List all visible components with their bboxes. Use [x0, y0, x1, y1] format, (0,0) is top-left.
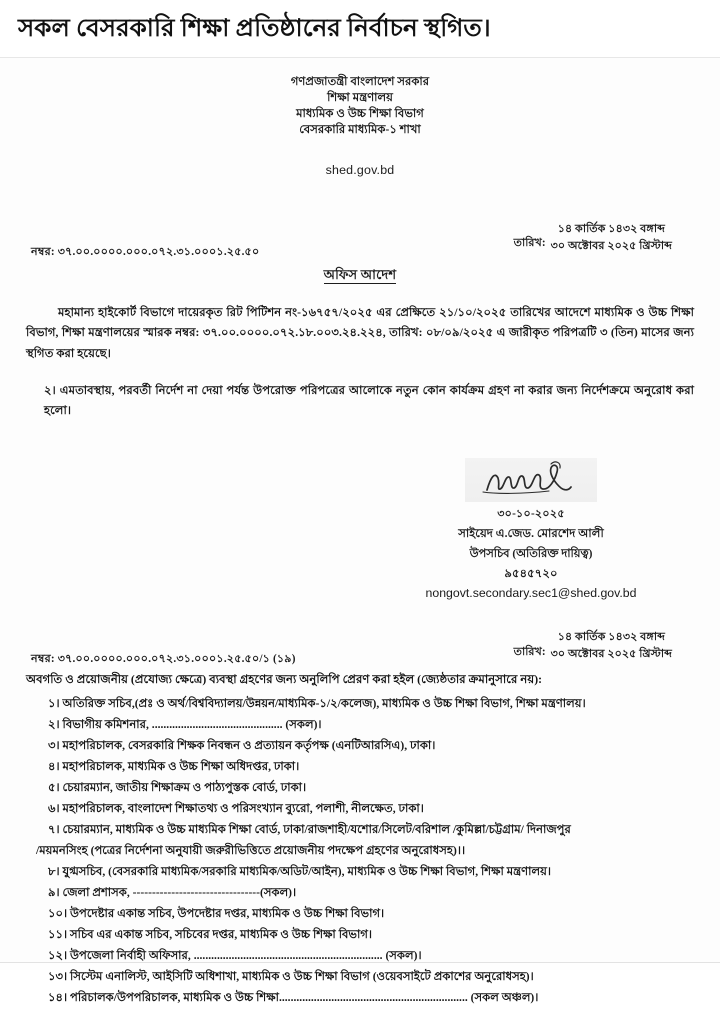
website-url[interactable]: shed.gov.bd	[325, 162, 395, 177]
distribution-list	[26, 694, 694, 1009]
date-gregorian-secondary: ৩০ অক্টোবর ২০২৫ খ্রিস্টাব্দ	[550, 648, 672, 661]
memo-date-block	[514, 221, 672, 256]
date-gregorian: ৩০ অক্টোবর ২০২৫ খ্রিস্টাব্দ	[550, 239, 672, 252]
letterhead-division: মাধ্যমিক ও উচ্চ শিক্ষা বিভাগ	[296, 108, 424, 121]
signature-block	[26, 458, 694, 601]
list-item: ১। অতিরিক্ত সচিব,(প্রঃ ও অর্থ/বিশ্ববিদ্যালয়/উন্নয়ন/মাধ্যমিক-১/২/কলেজ), মাধ্যমিক ও উচ্চ শিক্ষা বিভাগ, শিক্ষা মন্ত্রণালয়।	[48, 697, 586, 710]
date-label-secondary: তারিখ:	[513, 645, 546, 658]
signature-date: ৩০-১০-২০২৫	[497, 507, 565, 520]
letterhead-branch: বেসরকারি মাধ্যমিক-১ শাখা	[299, 124, 421, 137]
page-title: সকল বেসরকারি শিক্ষা প্রতিষ্ঠানের নির্বাচন স্থগিত।	[18, 15, 491, 42]
letterhead-government: গণপ্রজাতন্ত্রী বাংলাদেশ সরকার	[290, 75, 430, 88]
memo-number-secondary: নম্বর: ৩৭.০০.০০০০.০০০.০৭২.৩১.০০০১.২৫.৫০/১ (১৯)	[31, 652, 296, 665]
letterhead	[26, 58, 694, 139]
list-item: ১৩। সিস্টেম এনালিস্ট, আইসিটি অধিশাখা, মাধ্যমিক ও উচ্চ শিক্ষা বিভাগ (ওয়েবসাইটে প্রকাশের অনুরোধসহ)।	[48, 971, 534, 984]
list-item: ৬। মহাপরিচালক, বাংলাদেশ শিক্ষাতথ্য ও পরিসংখ্যান ব্যুরো, পলাশী, নীলক্ষেত, ঢাকা।	[48, 802, 424, 815]
list-item: ৭। চেয়ারম্যান, মাধ্যমিক ও উচ্চ মাধ্যমিক শিক্ষা বোর্ড, ঢাকা/রাজশাহী/যশোর/সিলেট/বরিশাল /কুমিল্লা/চট্টগ্রাম/ দিনাজপুর	[48, 823, 571, 836]
signatory-email[interactable]: nongovt.secondary.sec1@shed.gov.bd	[425, 585, 637, 600]
signatory-name: সাইয়েদ এ.জেড. মোরশেদ আলী	[458, 526, 604, 540]
list-item: ১১। সচিব এর একান্ত সচিব, সচিবের দপ্তর, মাধ্যমিক ও উচ্চ শিক্ষা বিভাগ।	[48, 929, 373, 942]
list-item: ৫। চেয়ারম্যান, জাতীয় শিক্ষাক্রম ও পাঠ্যপুস্তক বোর্ড, ঢাকা।	[48, 781, 307, 794]
body-content	[26, 303, 694, 422]
date-bangla-secondary: ১৪ কার্তিক ১৪৩২ বঙ্গাব্দ	[557, 630, 665, 643]
signatory-phone: ৯৫৪৫৭২০	[504, 567, 558, 580]
order-title-text: অফিস আদেশ	[323, 266, 397, 282]
signature-image	[465, 458, 597, 502]
list-item-7-continuation-text: /ময়মনসিংহ (পত্রের নির্দেশনা অনুযায়ী জরুরীভিত্তিতে প্রয়োজনীয় পদক্ষেপ গ্রহণের অনুরোধসহ)।।	[36, 844, 466, 857]
list-item: ২। বিভাগীয় কমিশনার, ............................................. (সকল)।	[48, 718, 322, 731]
letterhead-ministry: শিক্ষা মন্ত্রণালয়	[327, 92, 393, 105]
date-label: তারিখ:	[513, 237, 546, 250]
memo-header-secondary	[26, 629, 694, 669]
headline-banner	[0, 0, 720, 58]
list-item: ৮। যুগ্মসচিব, (বেসরকারি মাধ্যমিক/সরকারি মাধ্যমিক/অডিট/আইন), মাধ্যমিক ও উচ্চ শিক্ষা বিভাগ, শিক্ষা মন্ত্রণালয়।	[48, 866, 552, 878]
list-item: ১২। উপজেলা নির্বাহী অফিসার, ................................................................. (সকল)।	[48, 950, 422, 963]
list-item: ৪। মহাপরিচালক, মাধ্যমিক ও উচ্চ শিক্ষা অধিদপ্তর, ঢাকা।	[48, 760, 300, 773]
memo-date-block-secondary	[514, 629, 672, 664]
date-bangla: ১৪ কার্তিক ১৪৩২ বঙ্গাব্দ	[557, 222, 665, 235]
list-item-7-continuation	[36, 841, 694, 862]
list-item: ৯। জেলা প্রশাসক, ---------------------------------(সকল)।	[48, 887, 297, 900]
memo-header	[26, 221, 694, 263]
list-item: ৩। মহাপরিচালক, বেসরকারি শিক্ষক নিবন্ধন ও প্রত্যায়ন কর্তৃপক্ষ (এনটিআরসিএ), ঢাকা।	[48, 739, 436, 752]
body-paragraph-1: মহামান্য হাইকোর্ট বিভাগে দায়েরকৃত রিট পিটিশন নং-১৬৭৫৭/২০২৫ এর প্রেক্ষিতে ২১/১০/২০২৫ তারিখের আদেশে মাধ্যমিক ও উচ্চ শিক্ষা বিভাগ, শিক্ষা মন্ত্রণালয়ের স্মারক নম্বর: ৩৭.০০.০০০০.০৭২.১৮.০০৩.২৪.২২৪, তারিখ: ০৮/০৯/২০২৫ এ জারীকৃত পরিপত্রটি ৩ (তিন) মাসের জন্য স্থগিত করা হয়েছে।	[26, 305, 694, 360]
order-title	[26, 266, 694, 287]
document-sheet	[0, 58, 720, 1005]
memo-number: নম্বর: ৩৭.০০.০০০০.০০০.০৭২.৩১.০০০১.২৫.৫০	[31, 245, 260, 258]
signatory-designation: উপসচিব (অতিরিক্ত দায়িত্ব)	[469, 547, 593, 560]
list-item: ১০। উপদেষ্টার একান্ত সচিব, উপদেষ্টার দপ্তর, মাধ্যমিক ও উচ্চ শিক্ষা বিভাগ।	[48, 908, 385, 921]
distribution-title: অবগতি ও প্রয়োজনীয় (প্রযোজ্য ক্ষেত্রে) ব্যবস্থা গ্রহণের জন্য অনুলিপি প্রেরণ করা হইল (জ্যেষ্ঠতার ক্রমানুসারে নয়):	[26, 672, 543, 686]
list-item: ১৪। পরিচালক/উপপরিচালক, মাধ্যমিক ও উচ্চ শিক্ষা................................................................. (সকল অঞ্চল)।	[48, 992, 539, 1005]
body-paragraph-2: ২। এমতাবস্থায়, পরবর্তী নির্দেশ না দেয়া পর্যন্ত উপরোক্ত পরিপত্রের আলোকে নতুন কোন কার্যক্রম গ্রহণ না করার জন্য নির্দেশক্রমে অনুরোধ করা হলো।	[44, 383, 694, 418]
